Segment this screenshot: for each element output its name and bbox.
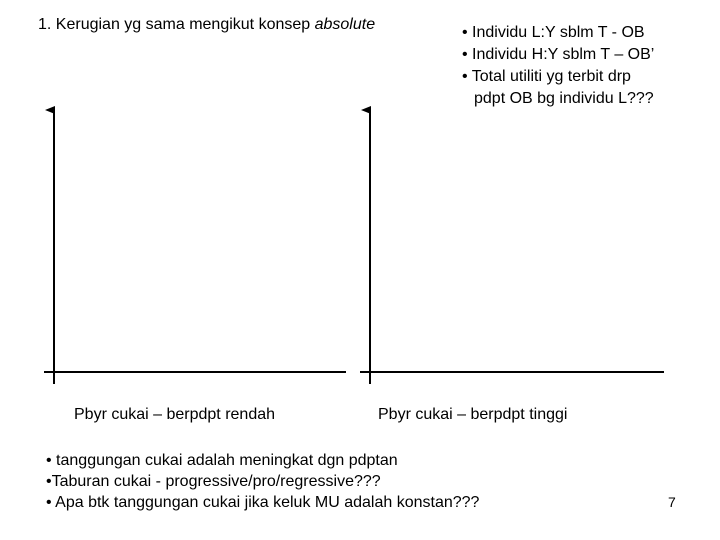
left-graph-axes (44, 110, 346, 384)
bottom-bullet-item: • Apa btk tanggungan cukai jika keluk MU adalah konstan??? (46, 494, 480, 511)
bottom-bullet-list (46, 450, 479, 513)
page-number: 7 (668, 494, 676, 510)
bottom-bullet-item: •Taburan cukai - progressive/pro/regressive??? (46, 473, 381, 490)
title-italic-word: absolute (314, 16, 376, 33)
right-graph-axes (360, 110, 664, 384)
top-bullet-item: • Individu L:Y sblm T - OB (462, 24, 645, 41)
top-bullet-item: • Total utiliti yg terbit drp (462, 68, 631, 85)
title-text: 1. Kerugian yg sama mengikut konsep (38, 16, 315, 33)
bottom-bullet-item: • tanggungan cukai adalah meningkat dgn pdptan (46, 452, 398, 469)
top-bullet-item-continuation: pdpt OB bg individu L??? (474, 90, 654, 107)
right-graph-caption: Pbyr cukai – berpdpt tinggi (378, 406, 568, 423)
left-graph-caption: Pbyr cukai – berpdpt rendah (74, 406, 276, 423)
top-bullet-item: • Individu H:Y sblm T – OB’ (462, 46, 655, 63)
